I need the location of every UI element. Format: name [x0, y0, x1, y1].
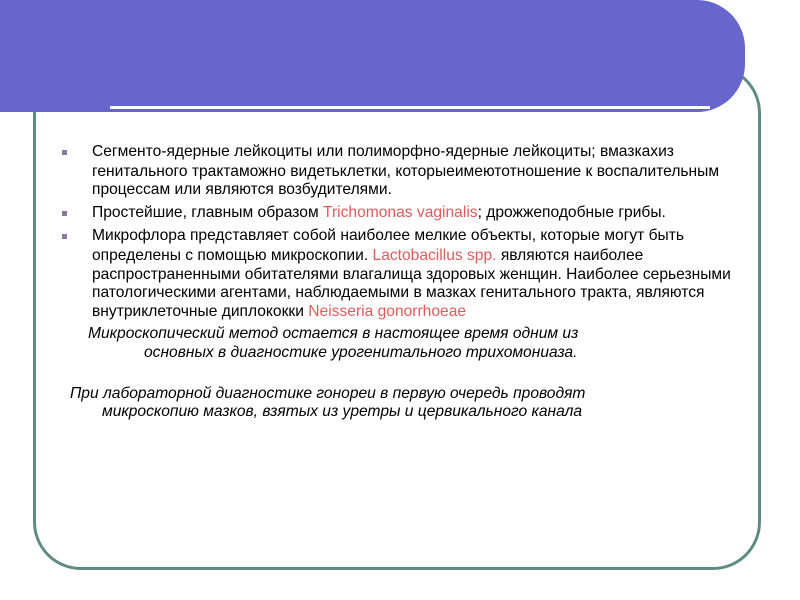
species-name: Trichomonas vaginalis — [323, 203, 478, 221]
square-bullet-icon — [62, 234, 67, 239]
bullet-list — [60, 143, 750, 321]
bullet-text: Сегменто-ядерные лейкоциты или полиморфно-ядерные лейкоциты; вмазкахиз генитального трактаможно видетьклетки, которыеимеютотношение к воспалительным процессам или являются возбудителями. — [92, 143, 720, 199]
header-divider — [110, 106, 710, 109]
species-name: Lactobacillus spp. — [372, 246, 497, 264]
bullet-text: являются наиболее распространенными обитателями влагалища здоровых женщин. Наиболее серьезными патологическими агентами, наблюдаемыми в мазках генитального тракта, являются внутриклеточные диплококки — [92, 246, 731, 320]
slide-content — [60, 143, 750, 422]
gonorrhea-note — [70, 385, 750, 422]
header-band — [0, 0, 745, 112]
gonorrhea-note-line2: микроскопию мазков, взятых из уретры и цервикального канала — [102, 403, 583, 421]
gonorrhea-note-line1: При лабораторной диагностике гонореи в первую очередь проводят — [70, 384, 586, 402]
method-note-line2: основных в диагностике урогенитального трихомониаза. — [144, 343, 578, 361]
square-bullet-icon — [62, 211, 67, 216]
bullet-text: Простейшие, главным образом — [92, 203, 324, 221]
bullet-text: Микрофлора представляет собой наиболее мелкие объекты, которые могут быть определены с помощью микроскопии. — [92, 227, 685, 264]
method-note — [88, 325, 750, 362]
species-name: Neisseria gonorrhoeae — [308, 302, 467, 320]
square-bullet-icon — [62, 150, 67, 155]
list-item — [60, 227, 750, 321]
list-item — [60, 143, 750, 200]
method-note-line1: Микроскопический метод остается в настоящее время одним из — [88, 325, 579, 343]
list-item — [60, 204, 750, 224]
bullet-text: ; дрожжеподобные грибы. — [477, 203, 666, 221]
